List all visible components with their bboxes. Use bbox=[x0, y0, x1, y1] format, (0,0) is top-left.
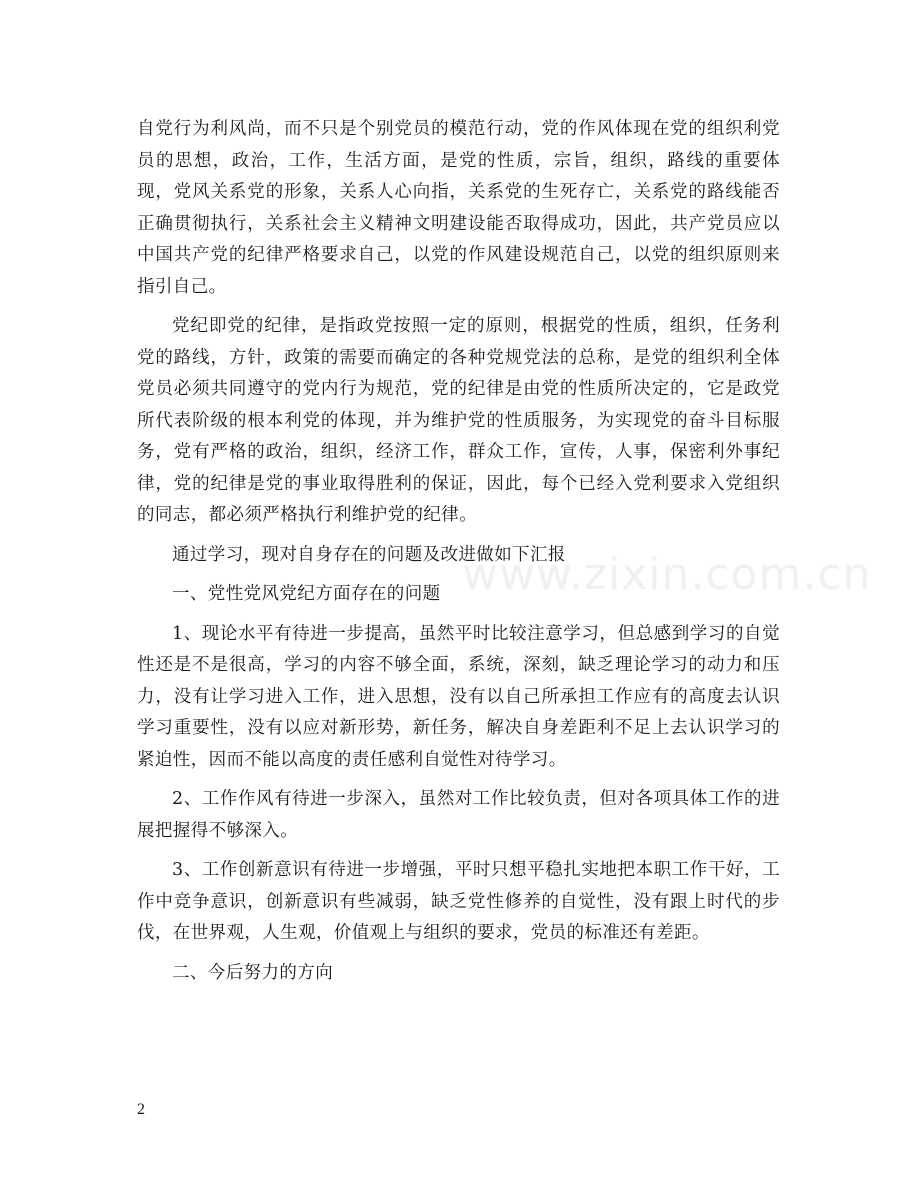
list-item-problem-2: 2、工作作风有待进一步深入，虽然对工作比较负责，但对各项具体工作的进展把握得不够深入。 bbox=[137, 789, 780, 841]
paragraph-report-intro: 通过学习，现对自身存在的问题及改进做如下汇报 bbox=[172, 544, 566, 565]
section-heading-problems: 一、党性党风党纪方面存在的问题 bbox=[172, 584, 441, 604]
list-item-problem-3: 3、工作创新意识有待进一步增强，平时只想平稳扎实地把本职工作干好，工作中竞争意识，创新意识有些减弱，缺乏党性修养的自觉性，没有跟上时代的步伐，在世界观，人生观，价值观上与组织的要求，党员的标准还有差距。 bbox=[137, 860, 780, 943]
list-item-problem-1: 1、现论水平有待进一步提高，虽然平时比较注意学习，但总感到学习的自觉性还是不是很高，学习的内容不够全面，系统，深刻，缺乏理论学习的动力和压力，没有让学习进入工作，进入思想，没有以自己所承担工作应有的高度去认识学习重要性，没有以应对新形势，新任务，解决自身差距利不足上去认识学习的紧迫性，因而不能以高度的责任感利自觉性对待学习。 bbox=[137, 623, 780, 770]
page-number: 2 bbox=[137, 1101, 145, 1118]
section-heading-direction: 二、今后努力的方向 bbox=[172, 962, 334, 983]
paragraph-party-discipline: 党纪即党的纪律，是指政党按照一定的原则，根据党的性质，组织，任务利党的路线，方针，政策的需要而确定的各种党规党法的总称，是党的组织利全体党员必须共同遵守的党内行为规范，党的纪律是由党的性质所决定的，它是政党所代表阶级的根本利党的体现，并为维护党的性质服务，为实现党的奋斗目标服务，党有严格的政治，组织，经济工作，群众工作，宣传，人事，保密利外事纪律，党的纪律是党的事业取得胜利的保证，因此，每个已经入党利要求入党组织的同志，都必须严格执行利维护党的纪律。 bbox=[137, 316, 780, 525]
watermark: www.zixin.com.cn bbox=[462, 549, 872, 600]
document-body bbox=[137, 114, 780, 989]
paragraph-continued: 自党行为利风尚，而不只是个别党员的模范行动，党的作风体现在党的组织利党员的思想，政治，工作，生活方面，是党的性质，宗旨，组织，路线的重要体现，党风关系党的形象，关系人心向指，关系党的生死存亡，关系党的路线能否正确贯彻执行，关系社会主义精神文明建设能否取得成功，因此，共产党员应以中国共产党的纪律严格要求自己，以党的作风建设规范自己，以党的组织原则来指引自己。 bbox=[137, 119, 780, 297]
